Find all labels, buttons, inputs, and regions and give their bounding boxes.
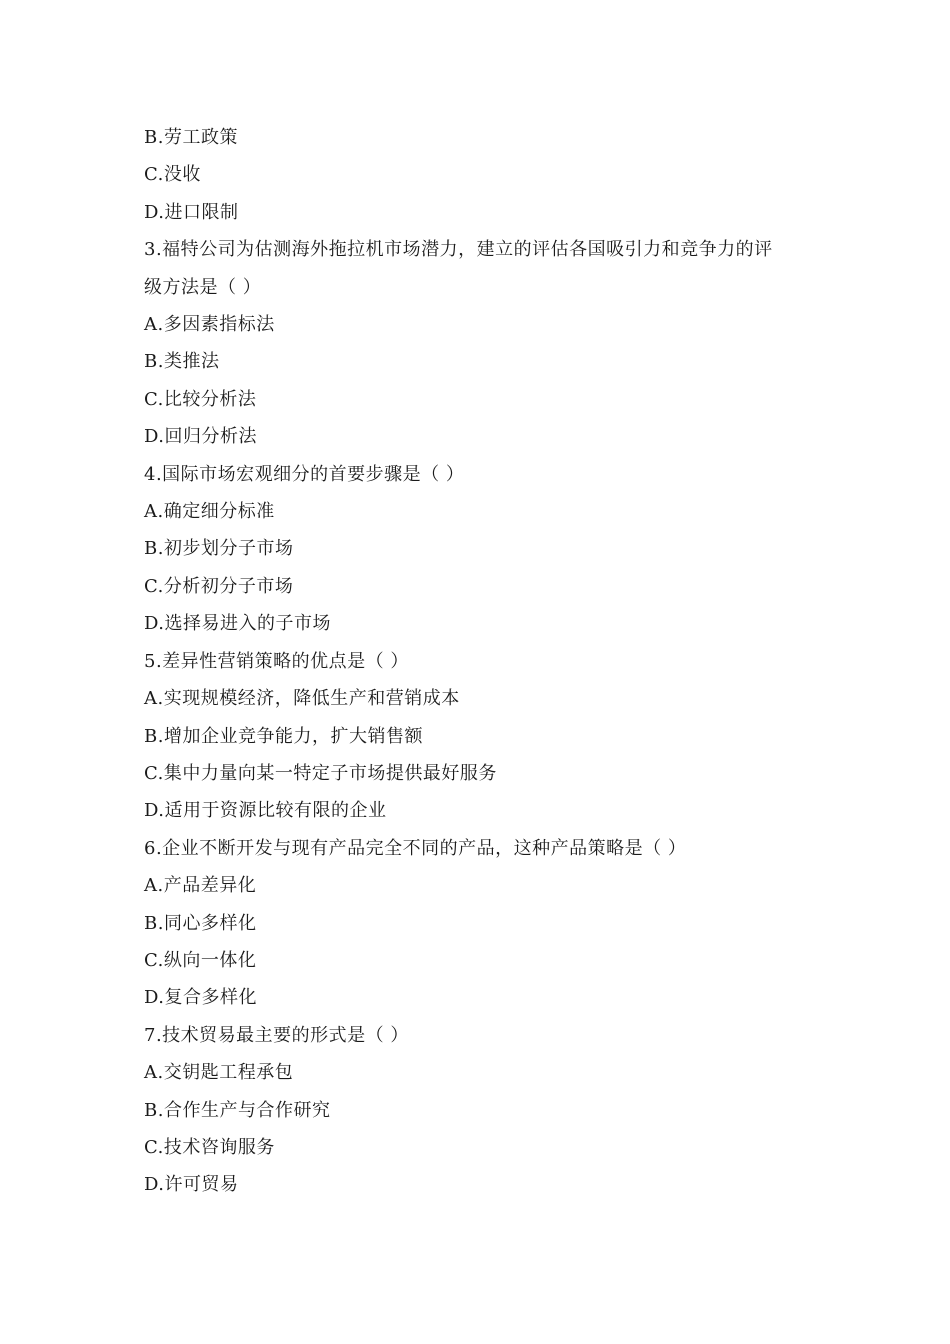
question-6-option-d: D.复合多样化 (144, 987, 258, 1009)
question-5-option-c: C.集中力量向某一特定子市场提供最好服务 (144, 762, 497, 784)
question-4-option-c: C.分析初分子市场 (144, 575, 294, 597)
question-4-stem: 4.国际市场宏观细分的首要步骤是（ ） (144, 463, 465, 485)
question-5-option-b: B.增加企业竞争能力，扩大销售额 (144, 725, 423, 747)
question-7-stem: 7.技术贸易最主要的形式是（ ） (144, 1024, 409, 1046)
question-7-option-d: D.许可贸易 (144, 1174, 239, 1196)
question-3-option-b: B.类推法 (144, 351, 220, 373)
exam-content (144, 119, 804, 1204)
question-3-option-c: C.比较分析法 (144, 388, 257, 410)
question-4-option-b: B.初步划分子市场 (144, 538, 294, 560)
option-b-prev: B.劳工政策 (144, 127, 238, 148)
question-4-option-d: D.选择易进入的子市场 (144, 613, 332, 635)
question-6-stem: 6.企业不断开发与现有产品完全不同的产品，这种产品策略是（ ） (144, 837, 687, 859)
question-4-option-a: A.确定细分标准 (144, 501, 275, 523)
question-7-option-a: A.交钥匙工程承包 (144, 1062, 294, 1084)
question-6-option-c: C.纵向一体化 (144, 949, 257, 971)
question-5-stem: 5.差异性营销策略的优点是（ ） (144, 650, 409, 672)
question-3-stem: 3.福特公司为估测海外拖拉机市场潜力，建立的评估各国吸引力和竞争力的评 (144, 239, 773, 261)
question-5-option-d: D.适用于资源比较有限的企业 (144, 800, 387, 822)
question-3-stem-cont: 级方法是（ ） (144, 276, 262, 298)
question-3-option-d: D.回归分析法 (144, 426, 258, 448)
option-c-prev: C.没收 (144, 164, 201, 186)
question-7-option-c: C.技术咨询服务 (144, 1136, 275, 1158)
question-6-option-a: A.产品差异化 (144, 875, 257, 897)
question-7-option-b: B.合作生产与合作研究 (144, 1099, 331, 1121)
option-d-prev: D.进口限制 (144, 201, 239, 223)
question-3-option-a: A.多因素指标法 (144, 314, 275, 336)
question-5-option-a: A.实现规模经济，降低生产和营销成本 (144, 688, 460, 710)
question-6-option-b: B.同心多样化 (144, 912, 257, 934)
